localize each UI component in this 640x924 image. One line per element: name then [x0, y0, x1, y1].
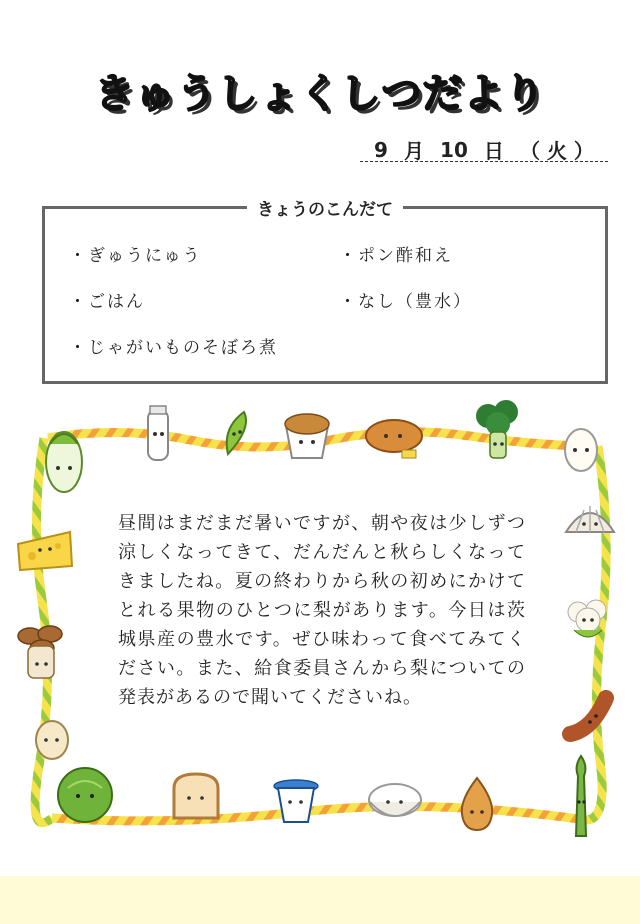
cabbage-icon — [54, 764, 116, 826]
bottom-band — [0, 876, 640, 924]
okra-icon — [218, 408, 254, 458]
date-day-unit: 日 — [483, 139, 504, 163]
clam-icon — [562, 498, 618, 544]
egg-icon — [560, 424, 602, 474]
menu-item: ・じゃがいものそぼろ煮 — [69, 338, 278, 358]
date-month-unit: 月 — [403, 139, 424, 163]
date-day: 10 — [440, 137, 468, 162]
menu-item: ・ぎゅうにゅう — [69, 246, 202, 266]
menu-item: ・ごはん — [69, 292, 145, 312]
menu-item: ・なし（豊水） — [339, 292, 472, 312]
bread-roll-icon — [362, 414, 426, 462]
yogurt-icon — [270, 776, 322, 828]
cauliflower-icon — [564, 594, 612, 644]
menu-heading: きょうのこんだて — [45, 195, 605, 220]
menu-item: ・ポン酢和え — [339, 246, 453, 266]
cheese-icon — [14, 524, 76, 574]
page-title: きゅうしょくしつだより — [94, 71, 546, 117]
milk-bottle-icon — [138, 404, 178, 464]
potato-icon — [30, 716, 74, 762]
message-text: 昼間はまだまだ暑いですが、朝や夜は少しずつ涼しくなってきて、だんだんと秋らしくなってきましたね。夏の終わりから秋の初めにかけてとれる果物のひとつに梨があります。今日は茨城県産の豊水です。ぜひ味わって食べてみてください。また、給食委員さんから梨についての発表があるので聞いてくださいね。 — [118, 513, 526, 708]
chinese-cabbage-icon — [36, 424, 92, 494]
asparagus-icon — [566, 752, 596, 842]
toast-icon — [166, 770, 226, 822]
onion-icon — [452, 774, 502, 834]
rice-bowl-icon — [364, 780, 426, 828]
broccoli-icon — [472, 398, 524, 460]
date-weekday: （ 火 ） — [519, 139, 594, 163]
natto-icon — [280, 406, 334, 462]
date-month: 9 — [374, 137, 388, 162]
mushroom-icon — [10, 622, 74, 684]
sausage-icon — [562, 690, 620, 744]
